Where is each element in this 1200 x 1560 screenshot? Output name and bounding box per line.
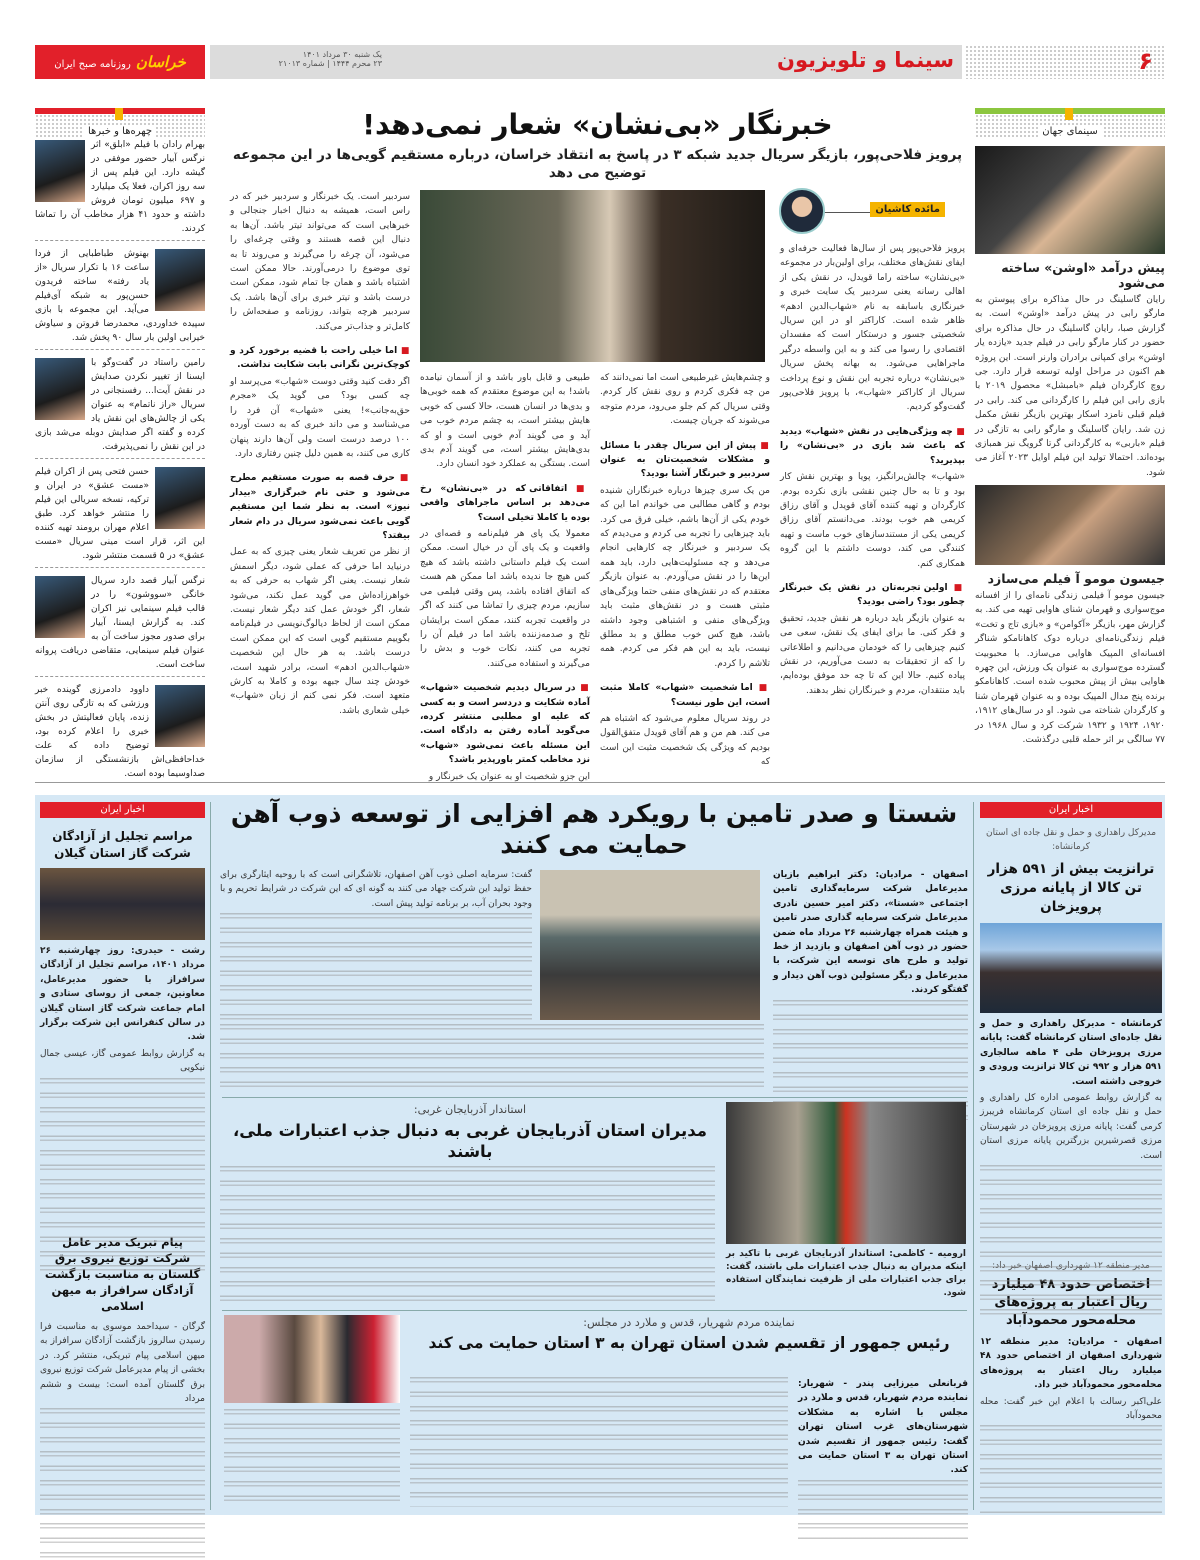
story-body: جیسون مومو آ فیلمی زندگی نامه‌ای را از افسانه موج‌سواری و قهرمان شنای هاوایی تهیه می کند. به گزارش مهر، بازیگر «آکوامن» و «بازی تاج و تخت» فیلم زندگی‌نامه‌ای درباره دوک کاهانامکو شناگر افسانه‌ای المپیک هاوایی می‌سازد. با محبوبیت گسترده موج‌سواری به عنوان یک ورزش، این چهره هاوایی بیش از پیش محبوب شده است. کاهانامکو برنده پنج مدال المپیک بوده و به عنوان قهرمان شنا و کارگردان شناخته می شود. او در سال‌های ۱۹۱۲، ۱۹۲۰، ۱۹۲۴ و ۱۹۳۲ شرکت کرد و سال ۱۹۶۸ در ۷۷ سالگی بر اثر حمله قلبی درگذشت.: [974, 591, 1165, 746]
main-headline: خبرنگار «بی‌نشان» شعار نمی‌دهد!: [362, 108, 833, 141]
news-item: [35, 356, 205, 452]
story-body-3: [224, 1409, 400, 1506]
news-text: بهرام رادان با فیلم «ابلق» اثر نرگس آبیار حضور موفقی در گیشه دارد. این فیلم پس از سه روز اکران، فعلا یک میلیارد و ۶۹۷ میلیون تومان فروش داشته و حدود ۴۱ هزار مخاطب آن را تماشا کردند.: [35, 140, 205, 234]
story-headline: رئیس جمهور از تقسیم شدن استان تهران به ۳ استان حمایت می کند: [428, 1334, 950, 1352]
story-body: رایان گاسلینگ در حال مذاکره برای پیوستن به مارگو رابی در پیش درآمد «اوشن» است. به گزارش صبا، رایان گاسلینگ در حال مذاکره برای حضور در کنار مارگو رابی در فیلم جدید «یازده یار اوشن» برای کمپانی برادران وارنر است. این پروژه هم اکنون در مراحل اولیه توسعه قرار دارد. جی روچ کارگردان فیلم «بامبشل» محصول ۲۰۱۹ با بازی رابی این فیلم را کارگردانی می کند. رابی در فیلم قبلی نامزد اسکار بهترین بازیگر نقش مکمل زن شد. رایان گاسلینگ و مارگو رابی به تازگی در فیلم «باربی» به کارگردانی گرتا گرویگ نیز همبازی بوده‌اند. احتمالا تولید این فیلم اوایل ۲۰۲۳ آغاز می شود.: [975, 295, 1166, 478]
paragraph: به عنوان بازیگر باید درباره هر نقش جدید، تحقیق و فکر کنی. ما برای ایفای یک نقش، سعی می کنیم چیزهایی را که خودمان می‌دانیم و اطلاعاتی را که از تحقیقات به دست می‌آوریم، در نقش پیاده کنیم. حالا این که تا چه حد موفق بوده‌ایم، باید منتقدان، مردم و خبرنگاران نظر بدهند.: [780, 613, 965, 696]
news-item: [35, 465, 205, 561]
interview-question: ■ اتفاقاتی که در «بی‌نشان» رخ می‌دهد بر اساس ماجراهای واقعی بوده یا کاملا تخیلی است؟: [420, 482, 590, 525]
news-item: [35, 247, 205, 343]
jason-momoa-photo: [975, 485, 1165, 565]
date-line-1: یک شنبه ۳۰ مرداد ۱۴۰۱: [302, 50, 382, 59]
story-headline: مراسم تجلیل از آزادگان شرکت گاز استان گیلان: [52, 829, 193, 860]
story-body: گرگان - سیداحمد موسوی به مناسبت فرا رسیدن سالروز بازگشت آزادگان سرافراز به میهن اسلامی پیام تبریکی، منتشر کرد. در بخشی از پیام مدیرعامل شرکت توزیع نیروی برق گلستان آمده است: بیست و ششم مرداد: [40, 1320, 205, 1520]
left-sidebar: [35, 108, 205, 778]
story-kicker: استاندار آذربایجان غربی:: [413, 1103, 527, 1116]
interview-question: ■ حرف قصه به صورت مستقیم مطرح می‌شود و حتی نام خبرگزاری «بیدار نیوز» است. به نظر شما این مستقیم گویی باعث نمی‌شود سریال در دام شعار بیفتد؟: [230, 471, 410, 543]
story-body: رشت - حیدری: روز چهارشنبه ۲۶ مرداد ۱۴۰۱، مراسم تجلیل از آزادگان سرافراز با حضور مدیرعامل، معاونین، جمعی از روسای ستادی و امام جماعت شرکت گاز استان گیلان در سالن کنفرانس این شرکت برگزار شد. به گزارش روابط عمومی گاز، عیسی جمال نیکویی: [40, 944, 205, 1224]
ryan-gosling-photo: [975, 146, 1165, 254]
main-deck: پرویز فلاحی‌پور، بازیگر سریال جدید شبکه ۳ در پاسخ به انتقاد خراسان، درباره مستقیم گویی‌ها در این مجموعه توضیح می دهد: [232, 147, 963, 181]
divider: [35, 782, 1165, 783]
section-band: [210, 45, 962, 79]
divider: [210, 802, 211, 1510]
interview-question: ■ اما شخصیت «شهاب» کاملا مثبت است، این طور نیست؟: [600, 681, 770, 710]
person-photo: [35, 140, 85, 202]
author-name: مائده کاشیان: [870, 202, 945, 217]
gas-ceremony-photo: [40, 868, 205, 940]
news-text: رامین راستاد در گفت‌وگو با ایسنا از تغییر نکردن صدایش در نقش آیت‌ا... رفسنجانی در سریال «راز ناتمام» به عنوان یکی از چالش‌های این نقش یاد کرده و گفته اگر صدایش دوبله می‌شد بازی در این نقش را نمی‌پذیرفت.: [35, 358, 205, 452]
divider: [35, 676, 205, 677]
story-kicker: نماینده مردم شهریار، قدس و ملارد در مجلس:: [583, 1316, 795, 1329]
divider: [35, 240, 205, 241]
sidebar-header: [35, 108, 205, 138]
lead-body: اصفهان - مرادیان: دکتر ابراهیم بازیان مدیرعامل شرکت سرمایه‌گذاری تامین اجتماعی «شستا»، دکتر امیر حسین نادری مدیرعامل شرکت سرمایه گذاری صدر تامین و هیئت همراه چهارشنبه ۲۶ مرداد ماه ضمن حضور در ذوب آهن اصفهان و بازدید از خط تولید و طرح های توسعه این شرکت، با مدیرعامل و دیگر مسئولین ذوب آهن دیدار و گفتگو کردند.: [773, 868, 968, 1090]
logo-tagline: روزنامه صبح ایران: [54, 59, 131, 70]
page-number-box: [965, 45, 1165, 79]
author-block: [779, 188, 965, 238]
article-column-2: [600, 371, 770, 776]
article-column-4: [230, 190, 410, 776]
story-headline: پیش درآمد «اوشن» ساخته می‌شود: [1001, 260, 1165, 290]
story-body: اصفهان - مرادیان: مدیر منطقه ۱۲ شهرداری اصفهان از اختصاص حدود ۴۸ میلیارد ریال اعتبار به پروژه‌های محله‌محور محمودآباد خبر داد. علی‌اکبر رسالت با اعلام این خبر گفت: محله محمودآباد: [980, 1335, 1162, 1485]
official-photo: [980, 923, 1162, 1013]
newspaper-logo: [35, 45, 205, 79]
story-headline: مدیران استان آذربایجان غربی به دنبال جذب اعتبارات ملی، باشند: [233, 1121, 707, 1161]
news-text: نرگس آبیار قصد دارد سریال خانگی «سووشون» را در قالب فیلم سینمایی نیز اکران کند. به گزارش ایسنا، آبیار برای صدور مجوز ساخت آن به عنوان فیلم سینمایی، متقاضی دریافت پروانه ساخت است.: [35, 576, 205, 670]
mp-photo: [224, 1315, 400, 1403]
logo-text: خراسان: [135, 53, 186, 71]
paragraph: پرویز فلاحی‌پور پس از سال‌ها فعالیت حرفه‌ای و ایفای نقش‌های مختلف، برای اولین‌بار در مجموعه «بی‌نشان» ساخته راما قویدل، در نقش یکی از اهالی رسانه یعنی سردبیر یک سایت خبری و خبرنگاری باسابقه به نام «شهاب‌الدین ادهم» ظاهر شده است. کاراکتر او در این سریال شخصیتی جسور و درستکار است که مفسدان اقتصادی را رسوا می کند و به این واسطه درگیر ماجراهایی می‌شود. به بهانه پخش سریال «بی‌نشان» درباره تجربه این نقش و نوع پرداخت سریال از کاراکتر «شهاب»، با پرویز فلاحی‌پور گفت‌وگو کردیم.: [780, 244, 965, 413]
story-tehran: [220, 1313, 968, 1511]
news-list: [35, 138, 205, 779]
right-sidebar: [975, 108, 1165, 778]
news-text: داوود دادمرزی گوینده خبر ورزشی که به تازگی روی آنتن زنده، پایان فعالیتش در بخش خبری را اعلام کرده بود، توضیح داده که علت خداحافظی‌اش بازنشستگی از سازمان صداوسیما بوده است.: [35, 685, 205, 779]
story-headline: پیام تبریک مدیر عامل شرکت توزیع نیروی برق گلستان به مناسبت بازگشت آزادگان سرافراز به میهن اسلامی: [44, 1235, 201, 1313]
section-tag: اخبار ایران: [980, 802, 1162, 818]
article-column-1: [780, 242, 965, 777]
person-photo: [35, 576, 85, 638]
divider: [35, 458, 205, 459]
paragraph: و چشم‌هایش غیرطبیعی است اما نمی‌دانند که من چه فکری کردم و روی نقش کار کردم. وقتی سریال کم کم جلو می‌رود، مردم متوجه می‌شوند که جریان چیست.: [600, 373, 770, 427]
paragraph: سردبیر است. یک خبرنگار و سردبیر خبر که در راس است، همیشه به دنبال اخبار جنجالی و خبرهایی است که می‌تواند تیتر باشد. آن‌ها به دنبال این قصه هستند و وقتی چرغه‌ای را می‌شود، آن چرغه را می‌گیرند و می‌روند تا به توی موضوع را درمی‌آورند. حالا ممکن است اشتباه باشد و همان جا تمام شود، ممکن است درست باشد و تیتر خبری برای آن‌ها باشد. یک سردبیر هرچه بتواند، روزنامه و صفحه‌اش را کامل‌تر و جذاب‌تر می‌کند.: [230, 192, 410, 332]
interview-question: ■ چه ویژگی‌هایی در نقش «شهاب» دیدید که باعث شد بازی در «بی‌نشان» را بپذیرید؟: [780, 425, 965, 468]
news-item: [35, 574, 205, 670]
story-headline: ترانزیت بیش از ۵۹۱ هزار تن کالا از پایانه مرزی پرویزخان: [987, 861, 1155, 915]
person-photo: [35, 358, 85, 420]
paragraph: معمولا یک پای هر فیلم‌نامه و قصه‌ای در واقعیت و یک پای آن در خیال است. ممکن است یک فیلم داستانی داشته باشد که هیچ کس هیچ جا ندیده باشد اما ممکن هم هست که اتفاق افتاده باشد، پس وقتی فیلمی می سازیم، مردم چیزی را تماشا می کنند که اگر در واقعیت تجربه کنند، ممکن است برایشان تلخ و صدمه‌زننده باشد اما در فیلم آن را تجربه می کنند، نکات خوب و بدش را می‌گیرند و استفاده می‌کنند.: [420, 529, 590, 669]
person-photo: [155, 467, 205, 529]
paragraph: من یک سری چیزها درباره خبرنگاران شنیده بودم و گاهی مطالبی می خواندم اما این که خودم یکی از آن‌ها باشم، خیلی فرق می کرد. باید چیزهایی را تجربه می کردم و می‌دیدم که یک سردبیر و خبرنگار چه کارهایی انجام می‌دهد و چه مسئولیت‌هایی دارد، باید همه این‌ها را در نقش می‌آوردم. به عنوان بازیگر معتقدم که در نقش‌های منفی حتما ویژگی‌های مثبتی هست و در نقش‌های مثبت باید ویژگی‌های منفی و اشتباهی وجود داشته باشد، هیچ کس خوب مطلق و بد مطلق نیست، باید به این هم فکر می کردم. همه تلاشم را کردم.: [600, 485, 770, 669]
main-article: [230, 106, 965, 782]
paragraph: از نظر من تعریف شعار یعنی چیزی که به عمل درنیاید اما حرفی که عملی شود، دیگر اسمش شعار نیست. یعنی اگر شهاب به حرفی که به خواهرزاده‌اش می گوید عمل نکند، می‌شود شعار، اگر خودش عمل کند دیگر شعار نیست. ممکن است از لحاظ دیالوگ‌نویسی در فیلم‌نامه بگوییم مستقیم گویی است که این ممکن است درست باشد. به هر حال این شخصیت «شهاب‌الدین ادهم» است، برادر شهید است، خودش چند سال جبهه بوده و کاملا به کارش متعهد است. فکر نمی کنم از زبان «شهاب» خیلی شعاری باشد.: [230, 547, 410, 716]
story-body: کرمانشاه - مدیرکل راهداری و حمل و نقل جاده‌ای استان کرمانشاه گفت: پایانه مرزی پرویزخان طی ۴ ماهه سالجاری ۵۹۱ هزار و ۹۹۲ تن کالا ترانزیت ورودی و خروجی داشته است. به گزارش روابط عمومی اداره کل راهداری و حمل و نقل جاده ای استان کرمانشاه فریبرز کرمی گفت: پایانه مرزی پرویزخان در شهرستان مرزی قصرشیرین بزرگترین پایانه مرزی استان است.: [980, 1017, 1162, 1247]
bottom-left-sidebar: [40, 802, 205, 1510]
interview-question: ■ در سریال دیدیم شخصیت «شهاب» آماده شکایت و دردسر است و به کسی که علیه او مطلبی منتشر کرده، می‌گوید آماده رفتن به دادگاه است. این مسئله باعث نمی‌شود «شهاب» نزد مخاطب کمتر باورپذیر باشد؟: [420, 681, 590, 767]
bottom-right-sidebar: [980, 802, 1162, 1510]
meeting-photo: [540, 870, 760, 1020]
divider: [973, 802, 974, 1510]
story-body: قربانعلی میرزایی پندر - شهریار: نماینده مردم شهریار، قدس و ملارد در مجلس با اشاره به مشکلات شهرستان‌های غرب استان تهران گفت: رئیس جمهور از تقسیم شدن استان تهران به ۳ استان حمایت می کند.: [798, 1377, 968, 1507]
divider: [222, 1097, 967, 1098]
divider: [35, 349, 205, 350]
photo-caption: ارومیه - کاظمی: استاندار آذربایجان غربی با تاکید بر اینکه مدیران به دنبال جذب اعتبارات ملی باشند، گفت: برای جذب اعتبارات ملی از ظرفیت نمایندگان استفاده شود.: [726, 1249, 966, 1298]
paragraph: در روند سریال معلوم می‌شود که اشتباه هم می کند. هم من و هم آقای قویدل متفق‌القول بودیم که ویژگی یک شخصیت مثبت این است که: [600, 713, 770, 768]
sidebar-title: چهره‌ها و خبرها: [84, 126, 156, 137]
news-text: حسن فتحی پس از اکران فیلم «مست عشق» در ایران و ترکیه، نسخه سریالی این فیلم را منتشر خواهد کرد. طبق اعلام مهران برومند تهیه کننده این اثر، قرار است مینی سریال «مست عشق» در ۵ قسمت منتشر شود.: [35, 467, 205, 561]
lead-headline: شستا و صدر تامین با رویکرد هم افزایی از توسعه ذوب آهن حمایت می کنند: [230, 799, 958, 859]
main-photo: [420, 190, 765, 362]
interview-question: ■ اولین تجربه‌تان در نقش یک خبرنگار چطور بود؟ راضی بودید؟: [780, 581, 965, 610]
lead-body-3: [220, 1024, 764, 1090]
paragraph: طبیعی و قابل باور باشد و از آسمان نیامده باشد! به این موضوع معتقدم که همه خوبی‌ها و بدی‌ها در انسان هست، حالا کسی که خوبی هایش بیشتر است، به چشم مردم خوب می آید و می گویند آدم خوبی است و او که بدی‌هایش بیشتر است، می گویند آدم بدی است. بستگی به عملکرد خود انسان دارد.: [420, 373, 590, 470]
story-body: [220, 1166, 715, 1302]
interview-question: ■ اما خیلی راحت با قضیه برخورد کرد و کوچک‌ترین نگرانی بابت شکایت نداشت.: [230, 344, 410, 373]
news-text: بهنوش طباطبایی از فردا ساعت ۱۶ با تکرار سریال «از یاد رفته» ساخته فریدون حسن‌پور به شبکه آی‌فیلم می‌آید. این مجموعه با بازی سپیده خداوردی، محمدرضا فروتن و سیاوش خیرابی اولین بار سال ۹۰ پخش شد.: [35, 249, 205, 343]
sidebar-title: سینمای جهان: [1038, 126, 1101, 137]
interview-question: ■ پیش از این سریال چقدر با مسائل و مشکلات شخصیت‌تان به عنوان سردبیر و خبرنگار آشنا بودید؟: [600, 439, 770, 482]
section-title: سینما و تلویزیون: [777, 48, 954, 72]
section-tag: اخبار ایران: [40, 802, 205, 818]
story-headline: اختصاص حدود ۴۸ میلیارد ریال اعتبار به پروژه‌های محله‌محور محمودآباد: [991, 1277, 1151, 1328]
news-item: [35, 683, 205, 779]
lead-story: [220, 798, 968, 1098]
story-kicker: مدیرکل راهداری و حمل و نقل جاده ای استان کرمانشاه:: [985, 828, 1157, 852]
story-azarbaijan: [220, 1100, 968, 1308]
person-photo: [155, 685, 205, 747]
divider: [222, 1310, 967, 1311]
paragraph: این جزو شخصیت او به عنوان یک خبرنگار و: [428, 771, 590, 782]
date-line-2: ۲۳ محرم ۱۴۴۴ | شماره ۲۱۰۱۳: [278, 59, 382, 68]
governor-meeting-photo: [726, 1102, 966, 1244]
person-photo: [155, 249, 205, 311]
story-headline: جیسون مومو آ فیلم می‌سازد: [987, 571, 1165, 586]
divider: [35, 567, 205, 568]
author-photo: [779, 188, 825, 234]
sidebar-header: [975, 108, 1165, 138]
article-column-3: [420, 371, 590, 782]
story-kicker: مدیر منطقه ۱۲ شهرداری اصفهان خبر داد:: [992, 1261, 1150, 1271]
lead-body-2: گفت: سرمایه اصلی ذوب آهن اصفهان، تلاشگرانی است که با روحیه ایثارگری برای حفظ تولید این شرکت جهاد می کنند به گونه ای که این شرکت در شرایط تحریم و با وجود بحران آب، بر برنامه تولید پیش است.: [220, 868, 532, 1020]
paragraph: «شهاب» چالش‌برانگیز، پویا و بهترین نقش کار بود و تا به حال چنین نقشی بازی نکرده بودم. کارگردان و تهیه کننده آقای قویدل و آقای رزاق کریمی هم خوب بودند. می‌دانستم آقای رزاق کریمی یکی از مستندسازهای خوب ماست و تهیه کنندگی می کند، دوست داشتم با این گروه همکاری کنم.: [780, 472, 965, 569]
paragraph: اگر دقت کنید وقتی دوست «شهاب» می‌پرسد او چه کسی بود؟ می گوید یک «مجرم حق‌به‌جانب»! یعنی «شهاب» آن فرد را می‌شناسد و می داند خبری که به دست آورده ۱۰۰ درصد درست است ولی آن‌ها دارند پنهان کاری می کنند، به همین دلیل چنین رفتاری دارد.: [230, 376, 410, 459]
news-item: [35, 138, 205, 234]
story-body-2: [410, 1377, 788, 1507]
page-number: ۶: [1138, 47, 1153, 75]
